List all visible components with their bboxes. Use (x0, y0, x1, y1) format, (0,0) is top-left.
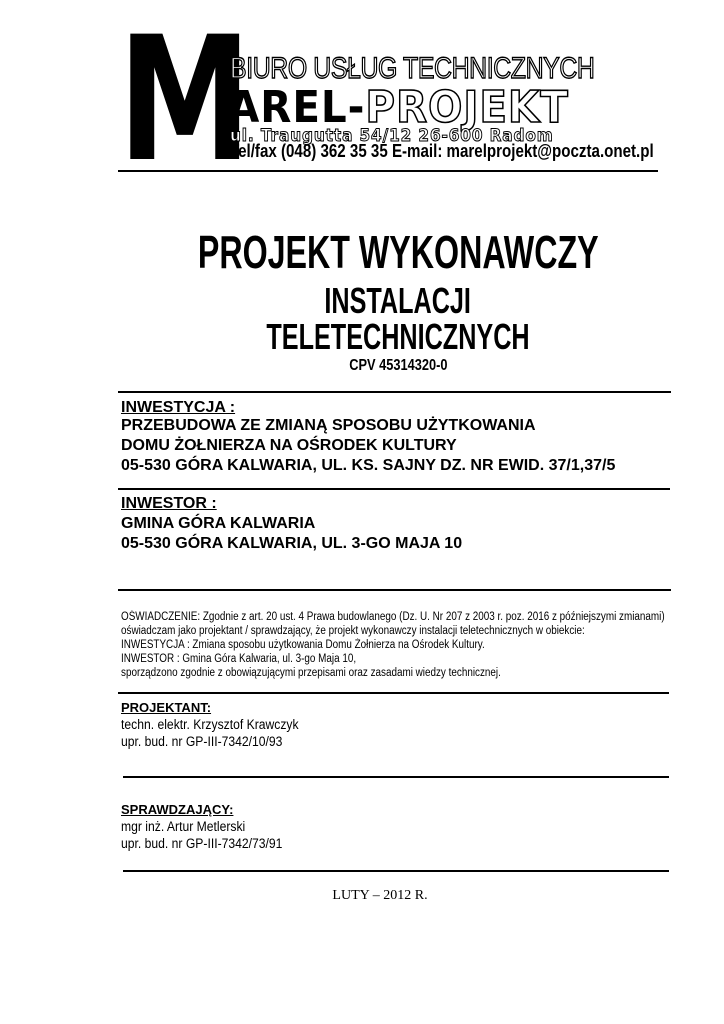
designer-heading: PROJEKTANT: (121, 700, 212, 715)
declaration-line: INWESTOR : Gmina Góra Kalwaria, ul. 3-go Maja 10, (121, 653, 357, 665)
checker-license: upr. bud. nr GP-III-7342/73/91 (121, 836, 283, 851)
investor-line: 05-530 GÓRA KALWARIA, UL. 3-GO MAJA 10 (121, 535, 463, 552)
document-title: PROJEKT WYKONAWCZY (197, 226, 599, 278)
investor-line: GMINA GÓRA KALWARIA (121, 515, 316, 532)
declaration-line: OŚWIADCZENIE: Zgodnie z art. 20 ust. 4 Prawa budowlanego (Dz. U. Nr 207 z 2003 r. poz. 2016 z późniejszymi zmianami) (121, 611, 665, 623)
investment-divider (118, 488, 670, 490)
company-name-solid: AREL- (228, 82, 366, 133)
checker-divider (123, 870, 669, 872)
title-divider (118, 391, 671, 393)
declaration-line: INWESTYCJA : Zmiana sposobu użytkowania Domu Żołnierza na Ośrodek Kultury. (121, 639, 485, 651)
company-contact: Tel/fax (048) 362 35 35 E-mail: marelprojekt@poczta.onet.pl (230, 141, 654, 161)
investment-line: DOMU ŻOŁNIERZA NA OŚRODEK KULTURY (121, 437, 457, 454)
logo-letter-m: M (118, 0, 249, 200)
cpv-code: CPV 45314320-0 (348, 357, 448, 374)
investment-line: PRZEBUDOWA ZE ZMIANĄ SPOSOBU UŻYTKOWANIA (121, 417, 536, 434)
company-name (228, 84, 569, 132)
designer-name: techn. elektr. Krzysztof Krawczyk (121, 717, 299, 732)
letterhead-divider (118, 170, 658, 172)
investment-heading: INWESTYCJA : (121, 399, 236, 416)
company-type: BIURO USŁUG TECHNICZNYCH (230, 52, 595, 85)
document-subtitle-line2: TELETECHNICZNYCH (266, 316, 530, 357)
investor-heading: INWESTOR : (121, 495, 217, 512)
company-name-outline: PROJEKT (365, 82, 569, 133)
designer-license: upr. bud. nr GP-III-7342/10/93 (121, 734, 283, 749)
checker-name: mgr inż. Artur Metlerski (121, 819, 246, 834)
declaration-divider (118, 692, 669, 694)
declaration-line: sporządzono zgodnie z obowiązującymi przepisami oraz zasadami wiedzy technicznej. (121, 667, 501, 679)
checker-heading: SPRAWDZAJĄCY: (121, 802, 234, 817)
document-date: LUTY – 2012 R. (332, 888, 428, 903)
designer-divider (123, 776, 669, 778)
company-address: ul. Traugutta 54/12 26-600 Radom (230, 126, 554, 146)
investor-divider (118, 589, 671, 591)
document-subtitle-line1: INSTALACJI (324, 280, 472, 321)
declaration-line: oświadczam jako projektant / sprawdzający, że projekt wykonawczy instalacji teletechnicznych w obiekcie: (121, 625, 585, 637)
investment-line: 05-530 GÓRA KALWARIA, UL. KS. SAJNY DZ. NR EWID. 37/1,37/5 (121, 457, 616, 474)
